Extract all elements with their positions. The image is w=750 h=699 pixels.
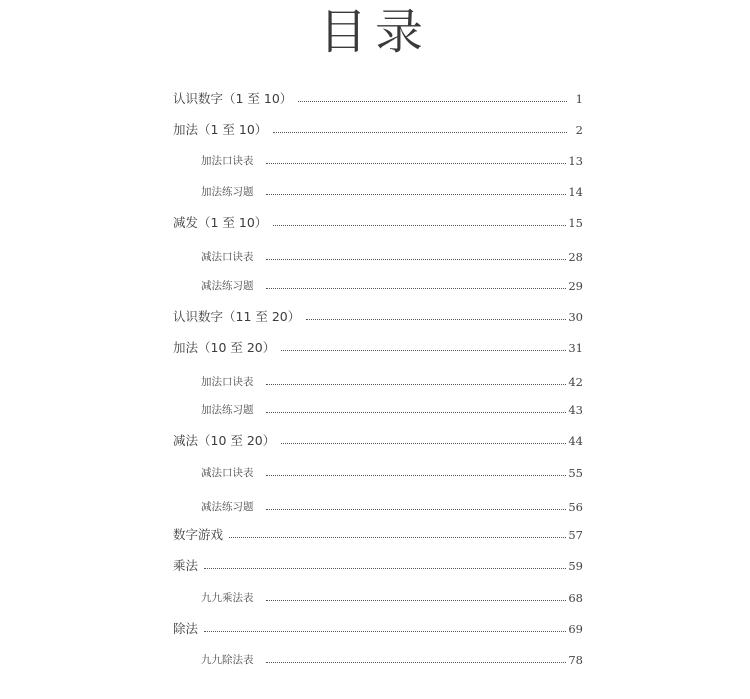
toc-entry-label: 认识数字（11 至 20）	[173, 309, 301, 324]
toc-entry-page: 28	[568, 250, 583, 264]
dot-leader	[266, 258, 567, 260]
toc-entry-page: 43	[568, 403, 583, 417]
dot-leader	[266, 162, 567, 164]
toc-entry-label: 加法练习题	[201, 404, 254, 416]
toc-entry-label: 减法口诀表	[201, 251, 254, 263]
dot-leader	[266, 287, 567, 289]
dot-leader	[266, 474, 567, 476]
toc-entry[interactable]	[173, 525, 583, 543]
toc-entry-page: 1	[575, 92, 583, 106]
toc-entry-label: 加法（1 至 10）	[173, 122, 268, 137]
toc-entry[interactable]	[173, 89, 583, 107]
toc-entry-label: 加法口诀表	[201, 376, 254, 388]
toc-entry[interactable]	[173, 120, 583, 138]
toc-entry[interactable]	[201, 497, 583, 515]
toc-entry-label: 数字游戏	[173, 527, 224, 542]
toc-entry-label: 减法练习题	[201, 280, 254, 292]
toc-entry-page: 55	[568, 466, 583, 480]
toc-entry[interactable]	[201, 588, 583, 606]
dot-leader	[266, 661, 567, 663]
toc-entry[interactable]	[201, 650, 583, 668]
dot-leader	[281, 349, 566, 351]
toc-entry-label: 加法口诀表	[201, 155, 254, 167]
dot-leader	[266, 411, 567, 413]
toc-entry-page: 59	[568, 559, 583, 573]
toc-entry-page: 15	[568, 216, 583, 230]
toc-entry[interactable]	[201, 400, 583, 418]
dot-leader	[298, 100, 567, 102]
toc-entry-page: 13	[568, 154, 583, 168]
toc-entry-label: 九九乘法表	[201, 592, 254, 604]
toc-entry[interactable]	[173, 213, 583, 231]
toc-entry[interactable]	[173, 619, 583, 637]
dot-leader	[281, 442, 566, 444]
toc-entry-page: 30	[568, 310, 583, 324]
toc-entry[interactable]	[201, 182, 583, 200]
toc-entry-page: 29	[568, 279, 583, 293]
toc-entry[interactable]	[201, 247, 583, 265]
dot-leader	[229, 536, 566, 538]
dot-leader	[204, 630, 566, 632]
toc-entry-page: 56	[568, 500, 583, 514]
toc-entry[interactable]	[201, 151, 583, 169]
toc-entry-page: 57	[568, 528, 583, 542]
toc-entry[interactable]	[201, 276, 583, 294]
page-title: 目录	[318, 4, 431, 60]
toc-entry[interactable]	[201, 463, 583, 481]
toc-entry-page: 42	[568, 375, 583, 389]
toc-entry-label: 减法（10 至 20）	[173, 433, 276, 448]
dot-leader	[266, 383, 567, 385]
toc-entry-label: 减法练习题	[201, 501, 254, 513]
toc-entry[interactable]	[173, 338, 583, 356]
dot-leader	[266, 599, 567, 601]
dot-leader	[204, 567, 566, 569]
toc-entry-page: 68	[568, 591, 583, 605]
toc-entry-label: 乘法	[173, 558, 199, 573]
toc-entry-page: 44	[568, 434, 583, 448]
toc-entry[interactable]	[173, 307, 583, 325]
toc-entry[interactable]	[173, 431, 583, 449]
toc-entry-label: 加法练习题	[201, 186, 254, 198]
toc-entry-label: 除法	[173, 621, 199, 636]
toc-entry-label: 减发（1 至 10）	[173, 215, 268, 230]
toc-entry-label: 九九除法表	[201, 654, 254, 666]
toc-entry-label: 减法口诀表	[201, 467, 254, 479]
toc-entry-label: 加法（10 至 20）	[173, 340, 276, 355]
dot-leader	[273, 224, 566, 226]
toc-entry-page: 78	[568, 653, 583, 667]
toc-entry-label: 认识数字（1 至 10）	[173, 91, 293, 106]
toc-entry-page: 14	[568, 185, 583, 199]
dot-leader	[273, 131, 567, 133]
dot-leader	[306, 318, 566, 320]
dot-leader	[266, 508, 567, 510]
dot-leader	[266, 193, 567, 195]
toc-entry-page: 31	[568, 341, 583, 355]
toc-entry[interactable]	[201, 372, 583, 390]
toc-entry-page: 2	[575, 123, 583, 137]
toc-entry-page: 69	[568, 622, 583, 636]
toc-entry[interactable]	[173, 556, 583, 574]
